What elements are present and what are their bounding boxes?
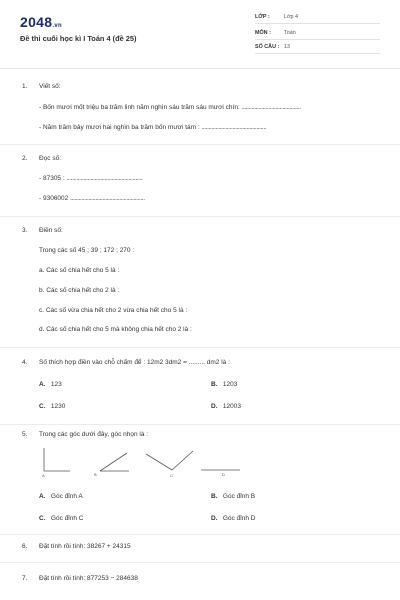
meta-count-row [255,42,380,54]
option-key: A. [39,493,46,500]
option-value: Góc đỉnh B [222,493,256,500]
option-value: 1203 [222,381,238,388]
question-line: c. Các số vừa chia hết cho 2 vừa chia hết cho 5 là : [39,307,188,314]
angle-label: D [222,472,225,477]
question-text: Đặt tính rồi tính: 877253 − 284638 [39,575,138,582]
option-key: A. [39,381,46,388]
meta-key: MÔN : [255,30,271,36]
answer-blank[interactable]: ...................................................... [66,175,143,182]
question-number: 1. [22,83,28,90]
question-number: 3. [22,227,28,234]
answer-blank[interactable]: .......................................... [241,104,301,111]
option-key: C. [39,403,46,410]
line-text: - Năm trăm bảy mươi hai nghìn ba trăm bốn mươi tám : [39,124,200,131]
question-number: 7. [22,575,28,582]
question-text: Đọc số: [39,155,62,162]
angle-c-ray [172,451,193,470]
question-number: 6. [22,543,28,550]
option-c[interactable] [39,403,65,410]
logo-sub: .vn [52,23,62,29]
question-text: Trong các góc dưới đây, góc nhọn là : [39,431,149,438]
question-intro: Trong các số 45 ; 39 ; 172 ; 270 : [39,247,135,254]
divider [0,144,400,145]
angle-label: A [42,473,45,478]
option-d[interactable] [211,515,255,522]
angles-figure [0,440,400,484]
line-text: - Bốn mươi mốt triệu ba trăm linh năm nghìn sáu trăm sáu mươi chín: [39,104,240,111]
question-line: a. Các số chia hết cho 5 là : [39,267,120,274]
question-number: 2. [22,155,28,162]
option-key: D. [211,515,218,522]
option-value: Góc đỉnh A [50,493,83,500]
divider [0,216,400,217]
option-a[interactable] [39,381,62,388]
question-text: Viết số: [39,83,61,90]
answer-blank[interactable]: ..................................................... [70,195,145,202]
question-text: Số thích hợp điền vào chỗ chấm để : 12m2 3dm2 = ......... dm2 là : [39,359,230,366]
divider [0,424,400,425]
option-key: B. [211,381,218,388]
question-number: 4. [22,359,28,366]
question-line [39,104,301,111]
option-d[interactable] [211,403,241,410]
question-line: d. Các số chia hết cho 5 mà không chia hết cho 2 là : [39,326,192,333]
angle-b-ray [100,453,127,471]
angle-label: B [94,472,97,477]
logo [20,14,62,30]
meta-key: SỐ CÂU : [255,44,280,50]
option-key: C. [39,515,46,522]
option-value: Góc đỉnh D [222,515,256,522]
meta-value: 13 [284,44,290,50]
header [0,0,400,70]
question-number: 5. [22,431,28,438]
divider [0,347,400,348]
logo-main: 2048 [20,14,53,30]
option-key: D. [211,403,218,410]
question-text: Điền số: [39,227,63,234]
option-value: Góc đỉnh C [50,515,84,522]
option-key: B. [211,493,218,500]
question-line [39,175,142,182]
question-line [39,195,145,202]
question-line: b. Các số chia hết cho 2 là : [39,287,120,294]
meta-value: Lớp 4 [284,14,299,20]
question-line [39,124,266,131]
answer-blank[interactable]: .............................................. [201,124,267,131]
page-title: Đề thi cuối học kì I Toán 4 (đề 25) [20,34,137,43]
line-text: - 87305 : [39,175,65,182]
question-text: Đặt tính rồi tính: 38267 + 24315 [39,543,131,550]
divider [0,534,400,535]
angle-label: C [170,473,173,478]
option-a[interactable] [39,493,83,500]
option-c[interactable] [39,515,83,522]
meta-value: Toán [284,30,296,36]
option-b[interactable] [211,493,255,500]
meta-subject-row [255,28,380,40]
meta-class-row [255,12,380,24]
option-value: 1230 [50,403,66,410]
angle-c-ray [146,454,172,470]
option-value: 12003 [222,403,241,410]
option-b[interactable] [211,381,237,388]
option-value: 123 [50,381,62,388]
line-text: - 9306002 [39,195,69,202]
divider [0,68,400,69]
meta-key: LỚP : [255,14,270,20]
divider [0,562,400,563]
